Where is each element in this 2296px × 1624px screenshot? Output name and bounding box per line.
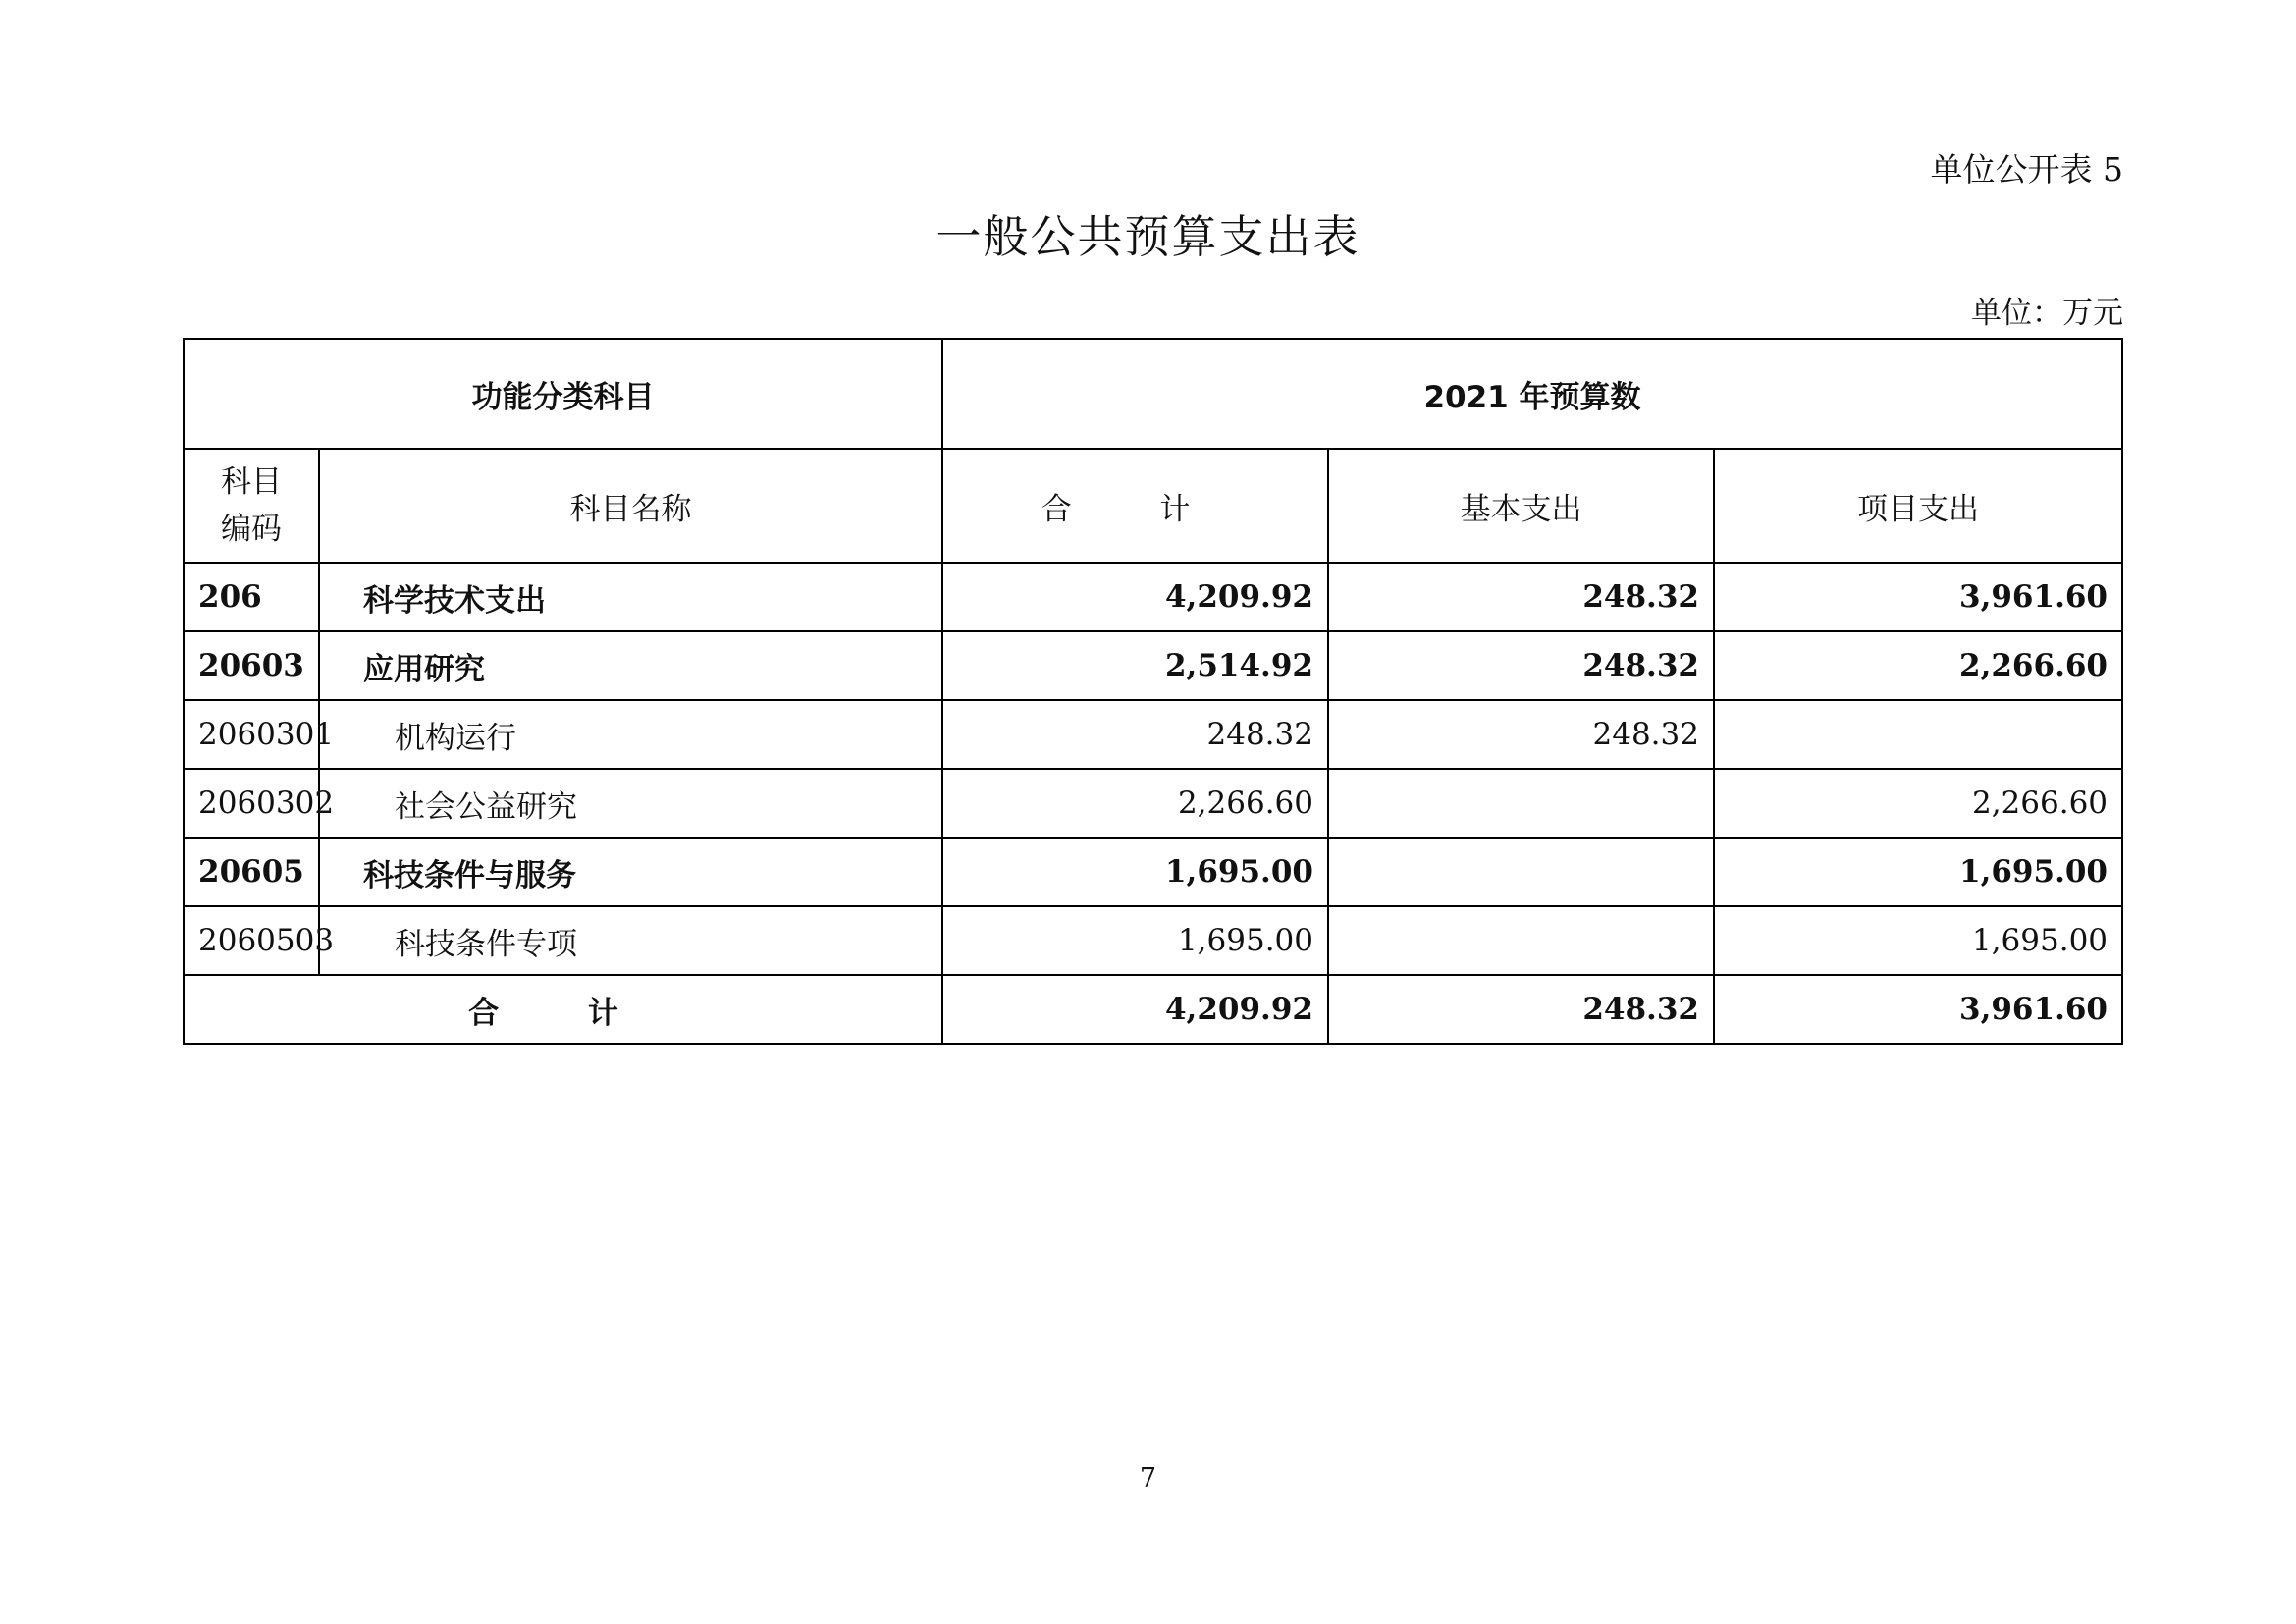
row-code: 2060302 <box>184 769 319 838</box>
category-group-header: 功能分类科目 <box>184 339 942 449</box>
table-row <box>184 838 2122 906</box>
code-column-header-line: 科目 <box>221 464 282 500</box>
row-basic <box>1328 906 1714 975</box>
row-basic <box>1328 769 1714 838</box>
project-column-header: 项目支出 <box>1714 449 2122 563</box>
row-project: 2,266.60 <box>1714 631 2122 700</box>
code-column-header <box>184 449 319 563</box>
budget-year-group-header: 2021 年预算数 <box>942 339 2122 449</box>
row-name: 应用研究 <box>319 631 942 700</box>
column-header-row <box>184 449 2122 563</box>
document-id: 单位公开表 5 <box>1930 150 2123 189</box>
row-project: 1,695.00 <box>1714 838 2122 906</box>
row-name: 社会公益研究 <box>319 769 942 838</box>
totals-row <box>184 975 2122 1044</box>
table-row <box>184 563 2122 631</box>
row-code: 2060301 <box>184 700 319 769</box>
row-code: 206 <box>184 563 319 631</box>
row-basic: 248.32 <box>1328 631 1714 700</box>
table-row <box>184 906 2122 975</box>
row-total: 248.32 <box>942 700 1328 769</box>
row-name: 科技条件与服务 <box>319 838 942 906</box>
row-total: 1,695.00 <box>942 838 1328 906</box>
basic-column-header: 基本支出 <box>1328 449 1714 563</box>
table-row <box>184 700 2122 769</box>
page-number: 7 <box>1139 1463 1157 1493</box>
name-column-header: 科目名称 <box>319 449 942 563</box>
row-total: 1,695.00 <box>942 906 1328 975</box>
row-basic: 248.32 <box>1328 563 1714 631</box>
row-total: 4,209.92 <box>942 563 1328 631</box>
totals-basic: 248.32 <box>1328 975 1714 1044</box>
row-code: 20603 <box>184 631 319 700</box>
row-basic <box>1328 838 1714 906</box>
code-column-header-line: 编码 <box>221 512 282 547</box>
total-column-header: 合 计 <box>942 449 1328 563</box>
page-title: 一般公共预算支出表 <box>935 210 1361 263</box>
row-project: 2,266.60 <box>1714 769 2122 838</box>
unit-label: 单位：万元 <box>1971 296 2123 331</box>
row-name: 科技条件专项 <box>319 906 942 975</box>
totals-total: 4,209.92 <box>942 975 1328 1044</box>
row-total: 2,266.60 <box>942 769 1328 838</box>
row-project <box>1714 700 2122 769</box>
table-row <box>184 631 2122 700</box>
row-code: 20605 <box>184 838 319 906</box>
row-project: 1,695.00 <box>1714 906 2122 975</box>
row-code: 2060503 <box>184 906 319 975</box>
totals-project: 3,961.60 <box>1714 975 2122 1044</box>
group-header-row <box>184 339 2122 449</box>
row-total: 2,514.92 <box>942 631 1328 700</box>
budget-table <box>183 338 2123 1045</box>
table-row <box>184 769 2122 838</box>
row-name: 机构运行 <box>319 700 942 769</box>
row-basic: 248.32 <box>1328 700 1714 769</box>
row-name: 科学技术支出 <box>319 563 942 631</box>
row-project: 3,961.60 <box>1714 563 2122 631</box>
totals-label: 合 计 <box>184 975 942 1044</box>
